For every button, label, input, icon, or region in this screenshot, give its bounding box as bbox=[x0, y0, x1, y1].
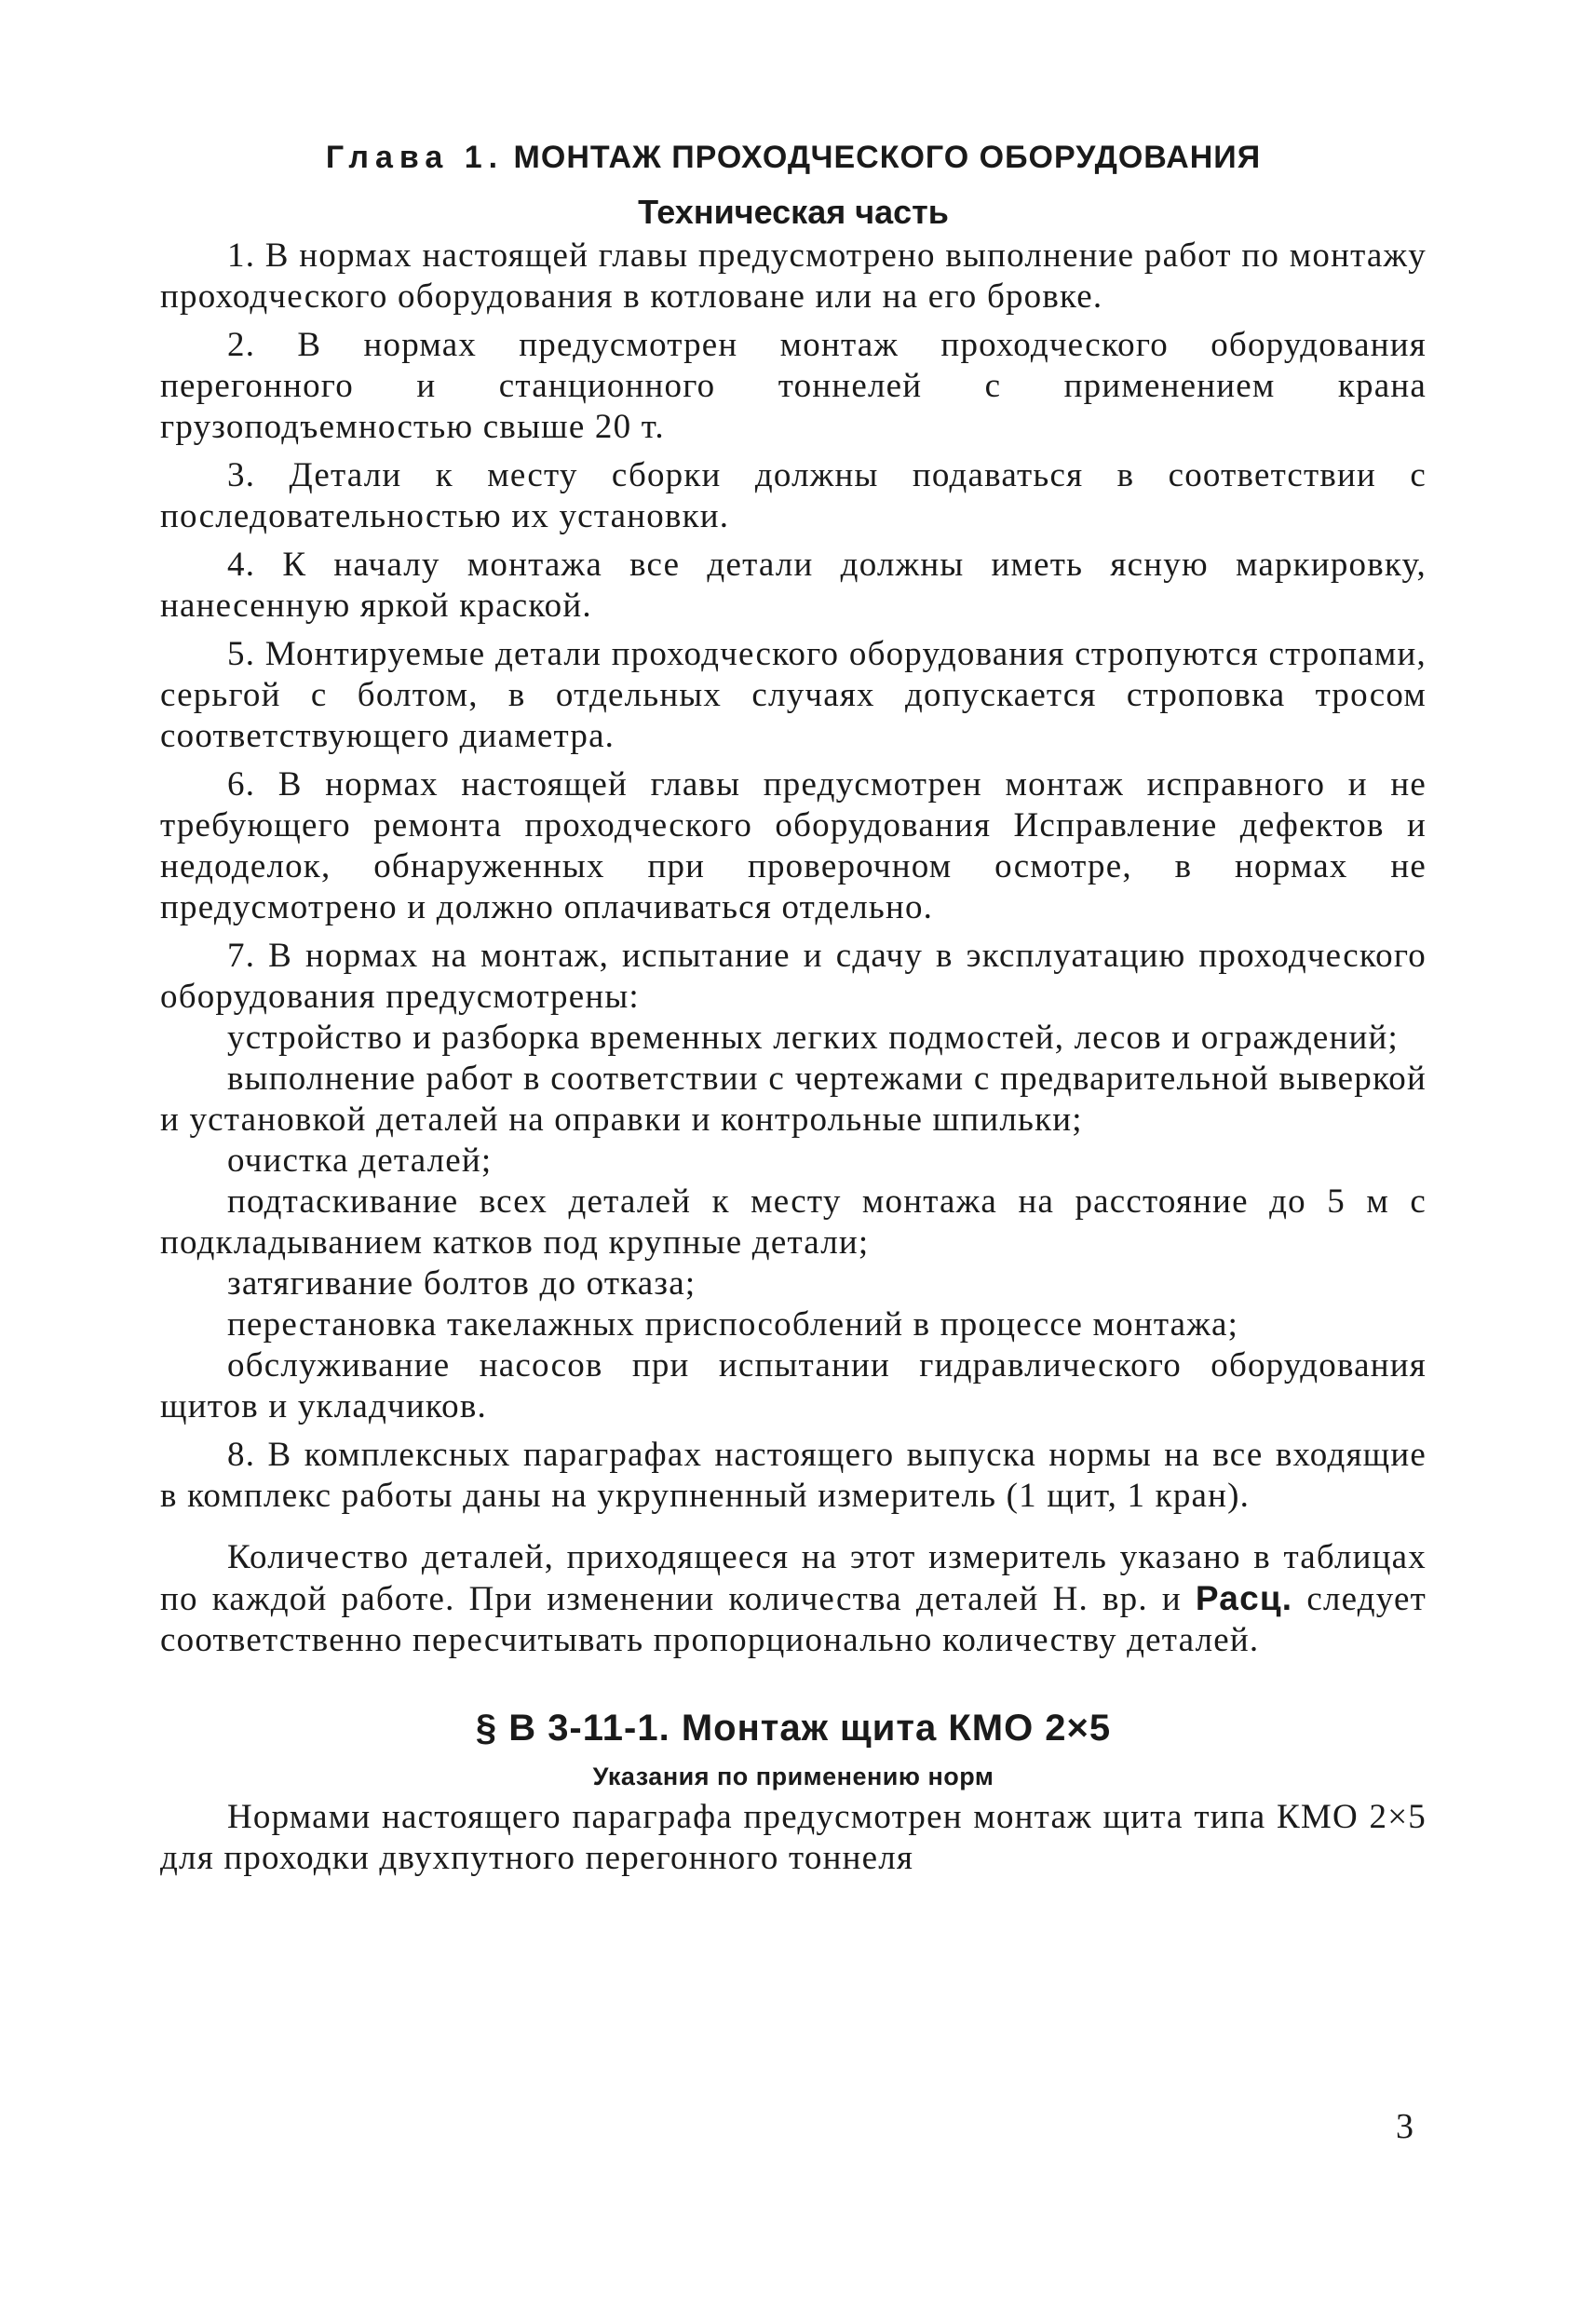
paragraph-9-bold: Расц. bbox=[1195, 1579, 1293, 1617]
paragraph-1: 1. В нормах настоящей главы предусмотрено выполнение работ по монтажу проходческого оборудования в котловане или на его бровке. bbox=[160, 236, 1427, 316]
list-item: подтаскивание всех деталей к месту монтажа на расстояние до 5 м с подкладыванием катков под крупные детали; bbox=[160, 1182, 1427, 1262]
section-text: Нормами настоящего параграфа предусмотрен монтаж щита типа КМО 2×5 для проходки двухпутного перегонного тоннеля bbox=[160, 1798, 1427, 1877]
list-item: затягивание болтов до отказа; bbox=[227, 1264, 697, 1303]
paragraph-8: 8. В комплексных параграфах настоящего выпуска нормы на все входящие в комплекс работы даны на укрупненный измеритель (1 щит, 1 кран). bbox=[160, 1436, 1427, 1515]
paragraph-5: 5. Монтируемые детали проходческого оборудования стропуются стропами, серьгой с болтом, в отдельных случаях допускается строповка тросом соответствующего диаметра. bbox=[160, 635, 1427, 755]
paragraph-2: 2. В нормах предусмотрен монтаж проходческого оборудования перегонного и станционного тоннелей с применением крана грузоподъемностью свыше 20 т. bbox=[160, 326, 1427, 446]
list-item: обслуживание насосов при испытании гидравлического оборудования щитов и укладчиков. bbox=[160, 1346, 1427, 1425]
paragraph-9-start: Количество деталей, приходящееся на этот измеритель указано в таблицах по каждой работе. При изменении количества деталей Н. вр. и bbox=[160, 1538, 1427, 1618]
paragraph-9 bbox=[160, 1537, 1427, 1661]
list-item: устройство и разборка временных легких подмостей, лесов и ограждений; bbox=[227, 1019, 1400, 1057]
chapter-label: Глава 1. bbox=[325, 140, 505, 175]
list-item: выполнение работ в соответствии с чертежами с предварительной выверкой и установкой деталей на оправки и контрольные шпильки; bbox=[160, 1060, 1427, 1139]
paragraph-3: 3. Детали к месту сборки должны подаваться в соответствии с последовательностью их установки. bbox=[160, 456, 1427, 535]
list-item: очистка деталей; bbox=[227, 1141, 493, 1180]
chapter-heading bbox=[160, 140, 1427, 176]
paragraph-7: 7. В нормах на монтаж, испытание и сдачу в эксплуатацию проходческого оборудования предусмотрены: bbox=[160, 937, 1427, 1016]
chapter-title: МОНТАЖ ПРОХОДЧЕСКОГО ОБОРУДОВАНИЯ bbox=[513, 140, 1262, 175]
list-item: перестановка такелажных приспособлений в процессе монтажа; bbox=[227, 1305, 1239, 1344]
paragraph-9-end: следует соответственно пересчитывать пропорционально количеству деталей. bbox=[160, 1580, 1427, 1659]
paragraph-6: 6. В нормах настоящей главы предусмотрен монтаж исправного и не требующего ремонта проходческого оборудования Исправление дефектов и недоделок, обнаруженных при проверочном осмотре, в нормах не предусмотрено и должно оплачиваться отдельно. bbox=[160, 765, 1427, 926]
paragraph-4: 4. К началу монтажа все детали должны иметь ясную маркировку, нанесенную яркой краской. bbox=[160, 546, 1427, 625]
page-number: 3 bbox=[1396, 2107, 1413, 2146]
subtitle: Техническая часть bbox=[638, 193, 949, 231]
section-heading: § В 3-11-1. Монтаж щита КМО 2×5 bbox=[475, 1708, 1112, 1749]
section-note-title: Указания по применению норм bbox=[592, 1763, 994, 1790]
page-content bbox=[160, 140, 1427, 1879]
